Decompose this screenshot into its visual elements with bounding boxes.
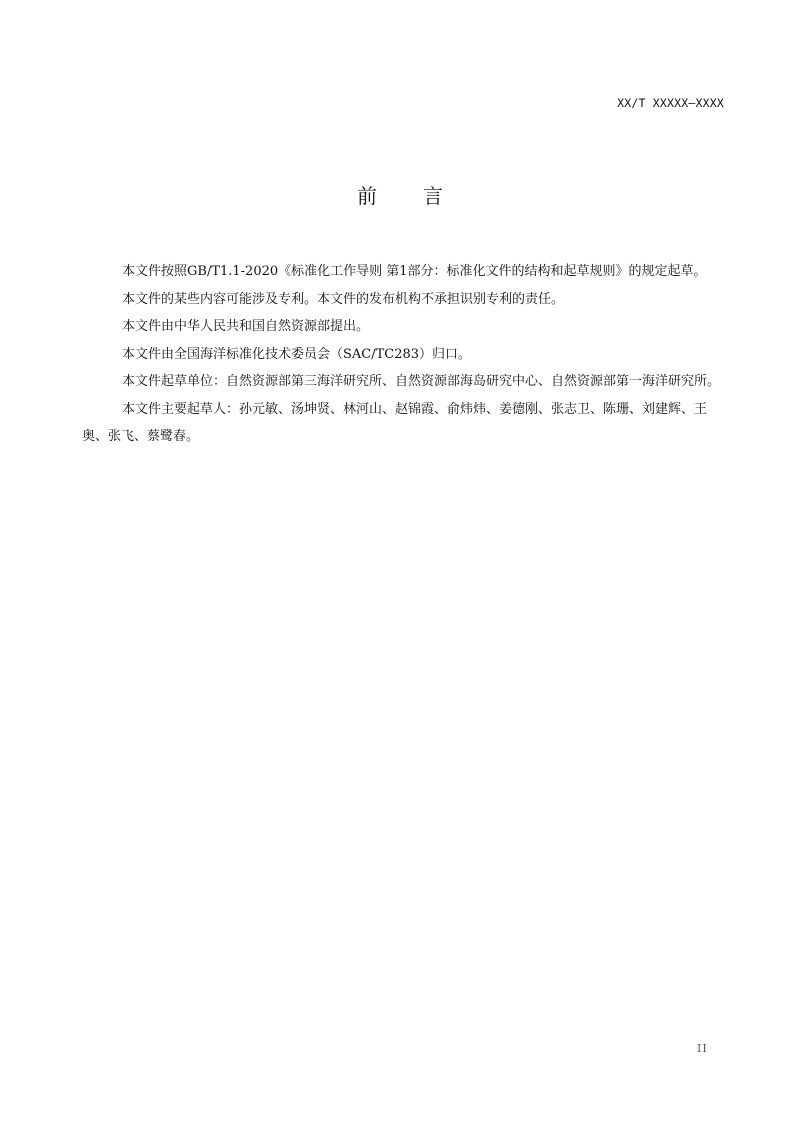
foreword-body xyxy=(82,258,732,451)
paragraph-drafting-units: 本文件起草单位：自然资源部第三海洋研究所、自然资源部海岛研究中心、自然资源部第一海洋研究所。 xyxy=(122,374,721,389)
title-char-2: 言 xyxy=(423,184,443,208)
paragraph-drafters: 本文件主要起草人：孙元敏、汤坤贤、林河山、赵锦霞、俞炜炜、姜德刚、张志卫、陈珊、刘建辉、王奥、张飞、蔡鹭春。 xyxy=(82,401,708,444)
paragraph-proposer: 本文件由中华人民共和国自然资源部提出。 xyxy=(122,319,370,334)
paragraph-patent-notice: 本文件的某些内容可能涉及专利。本文件的发布机构不承担识别专利的责任。 xyxy=(122,291,565,307)
page-number: II xyxy=(697,1042,708,1055)
paragraph-drafting-rules: 本文件按照GB/T1.1-2020《标准化工作导则 第1部分：标准化文件的结构和起草规则》的规定起草。 xyxy=(122,264,707,279)
section-title xyxy=(0,180,800,209)
paragraph-centralized-by: 本文件由全国海洋标准化技术委员会（SAC/TC283）归口。 xyxy=(122,346,472,362)
document-code: XX/T XXXXX—XXXX xyxy=(617,96,724,110)
title-char-1: 前 xyxy=(357,184,377,208)
